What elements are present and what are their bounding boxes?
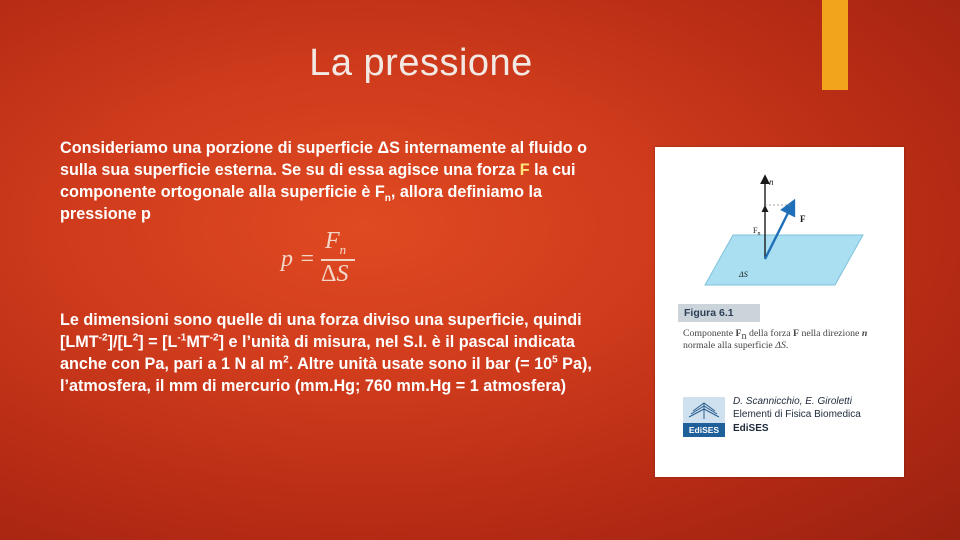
label-F: F <box>800 214 806 224</box>
paragraph-definition-middle: la cui componente ortogonale alla superficie è F <box>60 161 576 201</box>
formula-denominator-var: S <box>336 261 349 287</box>
dimensions-text-5: ] e l’unità di misura, nel S.I. è il pascal indicata anche con Pa, pari a 1 N al m <box>60 333 575 373</box>
pressure-formula <box>281 228 371 288</box>
paragraph-dimensions <box>60 309 620 397</box>
formula-denominator-delta: Δ <box>321 261 337 287</box>
label-dS: ΔS <box>739 270 748 279</box>
publisher-logo-text: EdiSES <box>683 423 725 437</box>
exponent-2: 2 <box>132 332 139 344</box>
publisher-text <box>733 395 861 435</box>
caption-Fn: F <box>735 328 742 339</box>
figure-card <box>655 147 904 477</box>
formula-numerator <box>325 228 346 255</box>
slide-title: La pressione <box>309 42 533 84</box>
publisher-logo <box>683 397 725 437</box>
caption-text-1: Componente <box>683 328 736 339</box>
figure-caption <box>683 328 897 351</box>
caption-text-4: normale alla superficie <box>683 339 776 351</box>
dimensions-text-4: MT <box>186 333 210 351</box>
label-Fn-symbol: F <box>753 226 758 235</box>
surface-plane <box>705 235 863 285</box>
paragraph-definition <box>60 137 620 225</box>
dimensions-text-3: ] = [L <box>138 333 178 351</box>
dimensions-text-7: Pa), l’atmosfera, il mm di mercurio (mm.Hg; 760 mm.Hg = 1 atmosfera) <box>60 355 592 395</box>
subscript-n: n <box>384 193 391 205</box>
dimensions-text-6: . Altre unità usate sono il bar (= 10 <box>288 355 553 373</box>
dimensions-text-1: Le dimensioni sono quelle di una forza diviso una superficie, quindi [LMT <box>60 311 582 351</box>
caption-text-2: della forza <box>746 328 794 339</box>
label-n: n <box>769 177 774 187</box>
force-symbol: F <box>519 161 530 179</box>
exponent-5: 2 <box>283 354 289 366</box>
caption-Fn-subscript: n <box>741 330 747 342</box>
exponent-1: -2 <box>98 332 108 344</box>
caption-F: F <box>793 328 799 339</box>
publisher-block <box>679 393 899 443</box>
book-title: Elementi di Fisica Biomedica <box>733 409 861 421</box>
book-authors: D. Scannicchio, E. Giroletti <box>733 396 852 407</box>
caption-text-5: . <box>785 339 789 351</box>
caption-n: n <box>861 328 868 339</box>
label-Fn-subscript: n <box>757 231 761 237</box>
dimensions-text-2: ]/[L <box>107 333 133 351</box>
pressure-diagram <box>655 147 904 297</box>
caption-dS: ΔS <box>775 339 786 351</box>
formula-numerator-subscript: n <box>339 241 347 257</box>
exponent-6: 5 <box>552 354 558 366</box>
caption-text-3: nella direzione <box>799 328 862 339</box>
exponent-3: -1 <box>177 332 187 344</box>
figure-number: Figura 6.1 <box>678 304 760 322</box>
book-icon <box>683 397 725 423</box>
formula-denominator <box>321 261 348 288</box>
exponent-4: -2 <box>209 332 219 344</box>
publisher-name: EdiSES <box>733 422 769 434</box>
formula-lhs: p = <box>281 246 316 272</box>
paragraph-definition-intro: Consideriamo una porzione di superficie ΔS internamente al fluido o sulla sua superficie esterna. Se su di essa agisce una forza <box>60 139 588 179</box>
formula-numerator-symbol: F <box>325 228 340 254</box>
paragraph-definition-end: , allora definiamo la pressione p <box>60 183 542 223</box>
